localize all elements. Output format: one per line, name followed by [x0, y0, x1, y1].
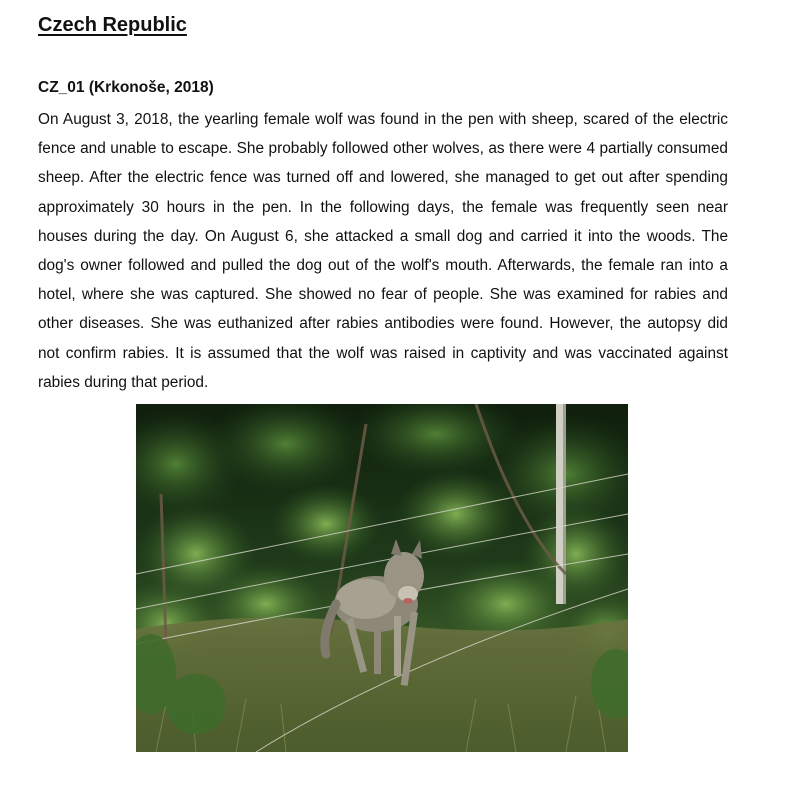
case-description: On August 3, 2018, the yearling female wolf was found in the pen with sheep, scared of the electric fence and unable to escape. She probably followed other wolves, as there were 4 partially consumed sheep. After the electric fence was turned off and lowered, she managed to get out after spending approximately 30 hours in the pen. In the following days, the female was frequently seen near houses during the day. On August 6, she attacked a small dog and carried it into the woods. The dog's owner followed and pulled the dog out of the wolf's mouth. Afterwards, the female ran into a hotel, where she was captured. She showed no fear of people. She was examined for rabies and other diseases. She was euthanized after rabies antibodies were found. However, the autopsy did not confirm rabies. It is assumed that the wolf was raised in captivity and was vaccinated against rabies during that period. — [38, 111, 728, 391]
page-title: Czech Republic — [38, 14, 187, 36]
wolf-in-forest-photo — [136, 404, 628, 752]
case-heading: CZ_01 (Krkonoše, 2018) — [38, 79, 214, 96]
